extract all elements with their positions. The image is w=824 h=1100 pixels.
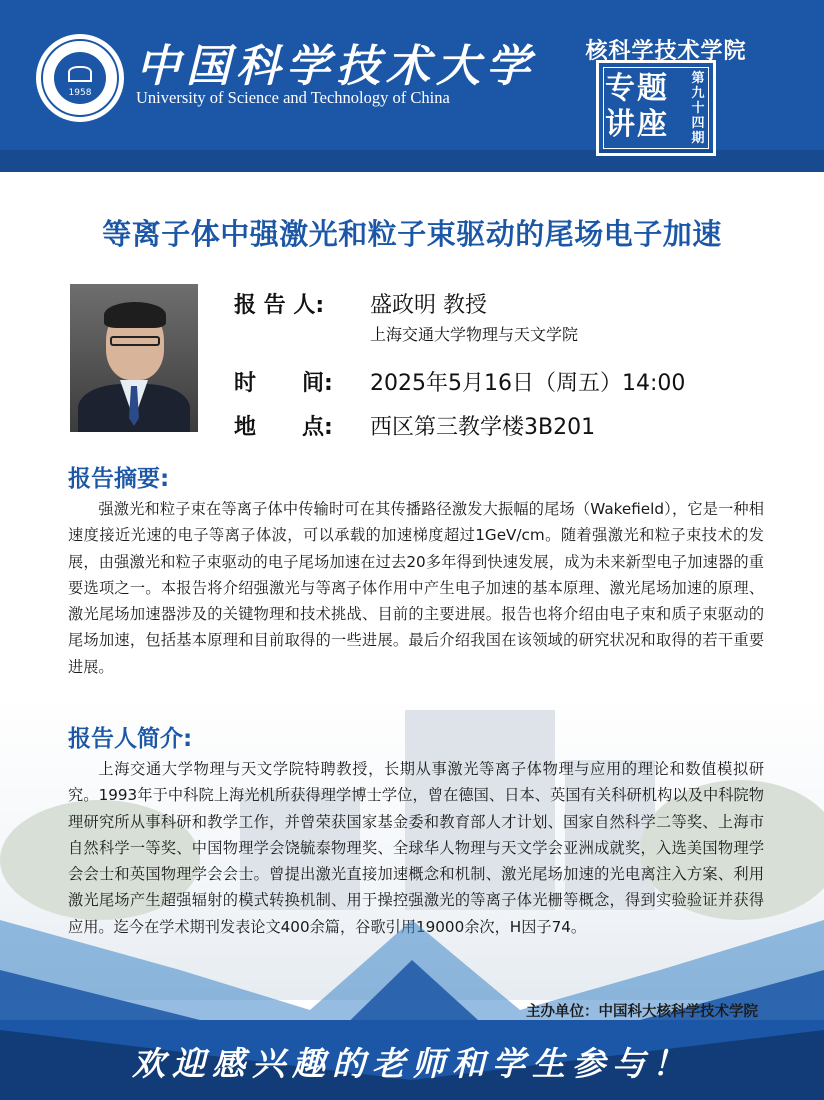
speaker-affiliation: 上海交通大学物理与天文学院 xyxy=(370,325,579,344)
time-value: 2025年5月16日（周五）14:00 xyxy=(370,371,686,396)
series-number: 第九十四期 xyxy=(691,71,705,146)
organizer-text: 主办单位：中国科大核科学技术学院 xyxy=(526,1004,758,1020)
university-logo-icon xyxy=(36,34,124,122)
school-name: 核科学技术学院 xyxy=(585,39,747,64)
bio-text: 上海交通大学物理与天文学院特聘教授，长期从事激光等离子体物理与应用的理论和数值模拟研究。1993年于中科院上海光机所获得理学博士学位，曾在德国、日本、英国有关科研机构以及中科院物理研究所从事科研和教学工作，并曾荣获国家基金委和教育部人才计划、国家自然科学二等奖、上海市自然科学一等奖、中国物理学会饶毓泰物理奖、全球华人物理与天文学会亚洲成就奖，入选美国物理学会会士和英国物理学会会士。曾提出激光直接加速概念和机制、激光尾场加速的光电离注入方案、利用激光尾场产生超强辐射的模式转换机制、用于操控强激光的等离子体光栅等概念，得到实验验证并获得应用。迄今在学术期刊发表论文400余篇，谷歌引用19000余次，H因子74。 xyxy=(68,760,764,936)
photo-hair xyxy=(104,302,166,328)
speaker-name: 盛政明 教授 xyxy=(370,293,487,318)
place-value: 西区第三教学楼3B201 xyxy=(370,415,596,440)
series-badge xyxy=(596,60,716,156)
logo-year: 1958 xyxy=(68,88,92,98)
abstract-heading: 报告摘要: xyxy=(68,466,170,492)
series-title: 专题讲座 xyxy=(605,71,669,142)
time-label: 时 间: xyxy=(234,371,333,396)
university-name-en: University of Science and Technology of China xyxy=(136,88,450,107)
speaker-photo xyxy=(70,284,198,432)
logo-inner xyxy=(54,52,106,104)
place-label: 地 点: xyxy=(234,415,333,440)
welcome-slogan: 欢迎感兴趣的老师和学生参与！ xyxy=(132,1044,692,1083)
lecture-title: 等离子体中强激光和粒子束驱动的尾场电子加速 xyxy=(102,217,722,251)
bio-heading: 报告人简介: xyxy=(68,726,193,752)
abstract-text: 强激光和粒子束在等离子体中传输时可在其传播路径激发大振幅的尾场（Wakefield），它是一种相速度接近光速的电子等离子体波，可以承载的加速梯度超过1GeV/cm。随着强激光和粒子束技术的发展，由强激光和粒子束驱动的电子尾场加速在过去20多年得到快速发展，成为未来新型电子加速器的重要选项之一。本报告将介绍强激光与等离子体作用中产生电子加速的基本原理、激光尾场加速的原理、激光尾场加速器涉及的关键物理和技术挑战、目前的主要进展。报告也将介绍由电子束和质子束驱动的尾场加速，包括基本原理和目前取得的一些进展。最后介绍我国在该领域的研究状况和取得的若干重要进展。 xyxy=(68,500,764,676)
header-banner xyxy=(0,0,824,172)
speaker-label: 报 告 人: xyxy=(234,293,325,318)
logo-book-icon xyxy=(68,66,92,82)
photo-glasses xyxy=(110,336,160,346)
university-name-cn: 中国科学技术大学 xyxy=(136,41,536,92)
